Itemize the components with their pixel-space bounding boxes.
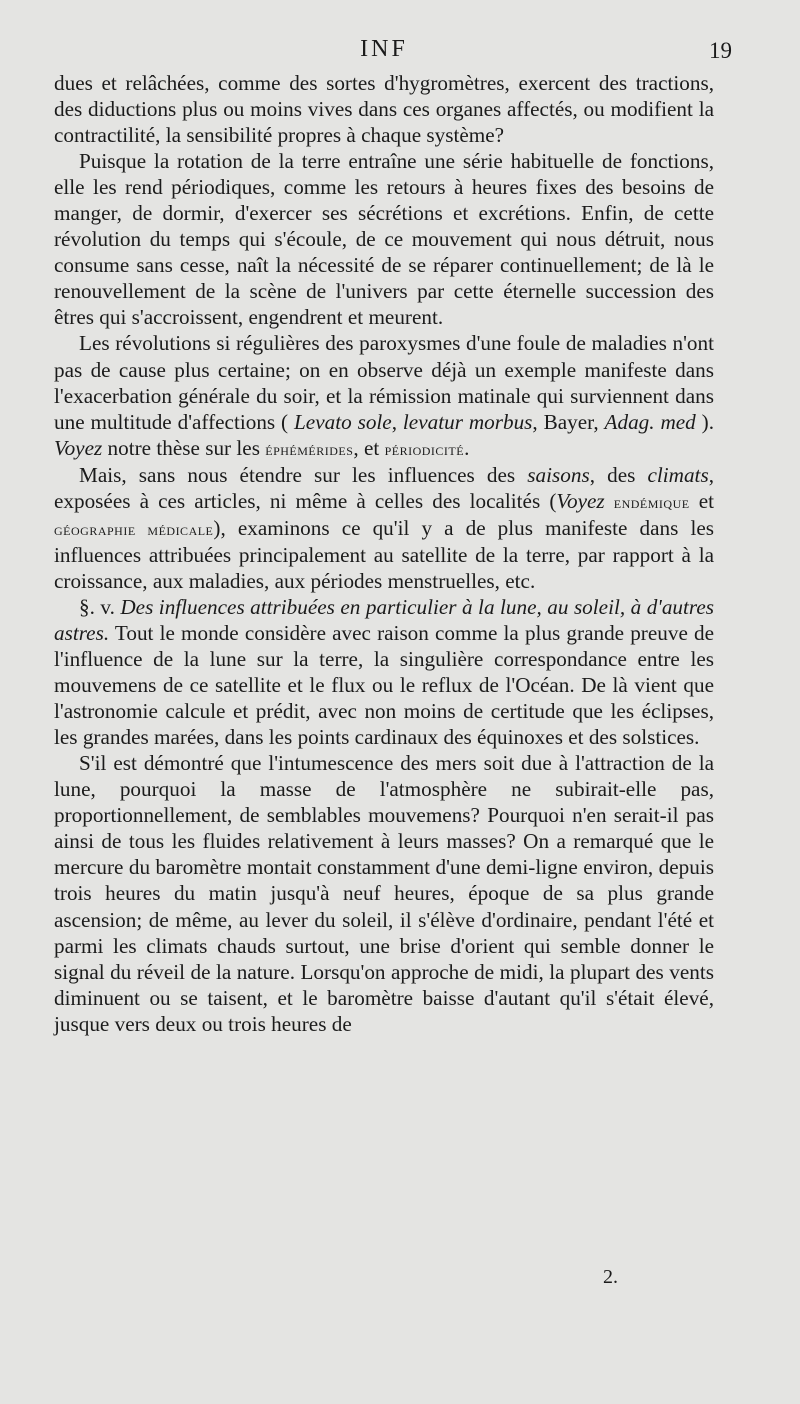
- text-run: Les révolutions si régulières des paroxysmes d'une foule de maladies n'ont pas de cause plus certaine; on en observe déjà un exemple manifeste dans l'exacerbation générale du soir, et la rémission matinale qui surviennent dans une multitude d'affections (: [54, 331, 714, 434]
- text-run: .: [464, 435, 470, 460]
- italic-text: saisons: [527, 462, 590, 487]
- text-run: , Bayer,: [532, 409, 605, 434]
- text-run: et: [689, 488, 715, 513]
- italic-text: Des influences attribuées en particulier à la lune, au soleil, à d'autres astres.: [54, 594, 714, 645]
- text-run: ), examinons ce qu'il y a de plus manifeste dans les influences attribuées principalement au satellite de la terre, par rapport à la croissance, aux maladies, aux périodes menstruelles, etc.: [54, 515, 714, 593]
- small-caps-text: géographie médicale: [54, 518, 214, 539]
- text-run: Puisque la rotation de la terre entraîne une série habituelle de fonctions, elle les rend périodiques, comme les retours à heures fixes des besoins de manger, de dormir, d'exercer ses sécrétions et excrétions. Enfin, de cette révolution du temps qui s'écoule, de ce mouvement qui nous détruit, nous consume sans cesse, naît la nécessité de se réparer continuellement; de là le renouvellement de la scène de l'univers par cette éternelle succession des êtres qui s'accroissent, engendrent et meurent.: [54, 149, 714, 330]
- page-number: 19: [709, 38, 732, 63]
- italic-text: Voyez: [54, 435, 103, 460]
- text-run: §. v.: [79, 594, 121, 619]
- italic-text: levatur morbus: [402, 409, 533, 434]
- text-run: Tout le monde considère avec raison comme la plus grande preuve de l'influence de la lune sur la terre, la singulière correspondance entre les mouvemens de ce satellite et le flux ou le reflux de l'Océan. De là vient que l'astronomie calcule et prédit, avec non moins de certitude que les éclipses, les grandes marées, dans les points cardinaux des équinoxes et des solstices.: [54, 620, 714, 750]
- text-run: S'il est démontré que l'intumescence des mers soit due à l'attraction de la lune, pourquoi la masse de l'atmosphère ne subirait-elle pas, proportionnellement, de semblables mouvemens? Pourquoi n'en serait-il pas ainsi de tous les fluides relativement à leurs masses? On a remarqué que le mercure du baromètre montait constamment d'une demi-ligne environ, depuis trois heures du matin jusqu'à neuf heures, époque de sa plus grande ascension; de même, au lever du soleil, il s'élève d'ordinaire, pendant l'été et parmi les climats chauds surtout, une brise d'orient qui semble donner le signal du réveil de la nature. Lorsqu'on approche de midi, la plupart des vents diminuent ou se taisent, et le baromètre baisse d'autant qu'il s'était élevé, jusque vers deux ou trois heures de: [54, 751, 714, 1036]
- body-text: [54, 70, 714, 1037]
- italic-text: Levato sole: [294, 409, 392, 434]
- paragraph: [54, 462, 714, 594]
- italic-text: Voyez: [556, 488, 605, 513]
- paragraph: [54, 148, 714, 330]
- text-run: notre thèse sur les: [102, 435, 266, 460]
- small-caps-text: éphémérides: [265, 438, 354, 459]
- text-run: , et: [353, 435, 385, 460]
- text-run: , des: [589, 462, 648, 487]
- text-run: dues et relâchées, comme des sortes d'hygromètres, exercent des tractions, des diductions plus ou moins vives dans ces organes affectés, ou modifient la contractilité, la sensibilité propres à chaque système?: [54, 71, 714, 148]
- text-run: ,: [391, 409, 403, 434]
- small-caps-text: endémique: [613, 491, 690, 512]
- text-run: Mais, sans nous étendre sur les influences des: [79, 462, 528, 487]
- paragraph: [54, 330, 714, 461]
- italic-text: climats: [647, 462, 709, 487]
- running-head: INF: [360, 36, 408, 62]
- paragraph: [54, 70, 714, 148]
- text-run: , exposées à ces articles, ni même à celles des localités (: [54, 462, 714, 513]
- page-header: [54, 36, 732, 70]
- italic-text: Adag. med: [604, 409, 696, 434]
- paragraph: [54, 594, 714, 750]
- signature-mark: 2.: [603, 1266, 618, 1288]
- text-run: ).: [695, 409, 715, 434]
- text-run: [605, 489, 614, 513]
- small-caps-text: périodicité: [384, 438, 465, 459]
- paragraph: [54, 750, 714, 1037]
